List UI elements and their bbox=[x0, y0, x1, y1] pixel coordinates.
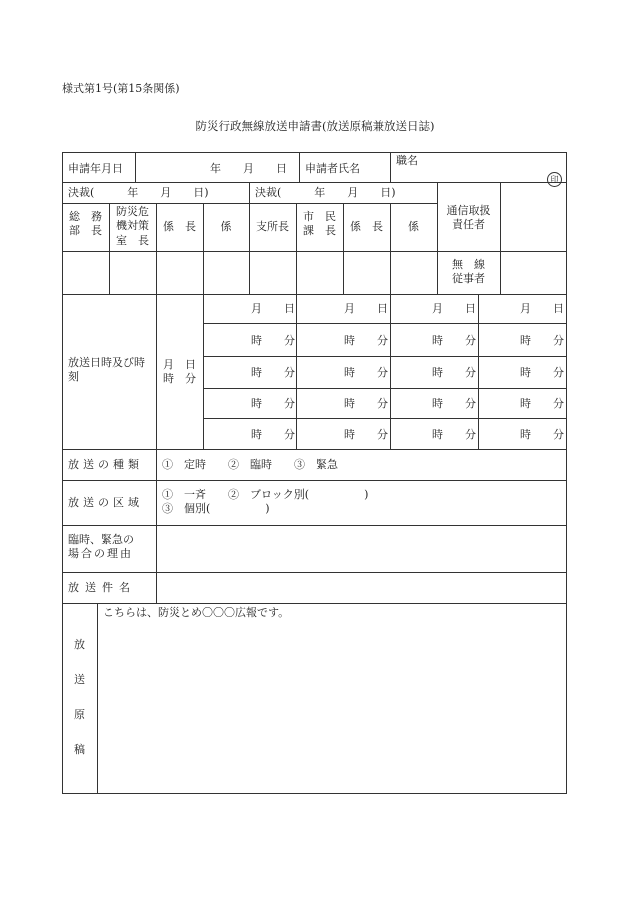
citizen-section-chief-label: 市 民 課 長 bbox=[303, 210, 336, 238]
hour-min-field[interactable]: 時 分 bbox=[520, 366, 564, 379]
applicant-name-label: 申請者氏名 bbox=[305, 162, 360, 175]
row-divider bbox=[203, 323, 567, 324]
column-divider bbox=[156, 203, 157, 294]
hour-min-field[interactable]: 時 分 bbox=[520, 428, 564, 441]
seal-mark: 印 bbox=[547, 172, 562, 187]
hour-min-field[interactable]: 時 分 bbox=[432, 428, 476, 441]
column-divider bbox=[249, 203, 250, 294]
column-divider bbox=[390, 294, 391, 449]
broadcast-type-options[interactable]: ① 定時 ② 臨時 ③ 緊急 bbox=[162, 458, 338, 471]
hour-min-field[interactable]: 時 分 bbox=[344, 366, 388, 379]
hour-min-field[interactable]: 時 分 bbox=[432, 366, 476, 379]
row-divider bbox=[203, 418, 567, 419]
month-day-field[interactable]: 月 日 bbox=[251, 302, 295, 315]
hour-min-field[interactable]: 時 分 bbox=[251, 366, 295, 379]
approval-date-1: 決裁( 年 月 日) bbox=[68, 186, 209, 199]
comm-manager-label: 通信取扱 責任者 bbox=[446, 204, 491, 232]
row-divider bbox=[62, 251, 567, 252]
month-day-field[interactable]: 月 日 bbox=[344, 302, 388, 315]
row-divider bbox=[62, 449, 567, 450]
broadcast-area-options[interactable]: ① 一斉 ② ブロック別( ) ③ 個別( ) bbox=[162, 488, 369, 516]
column-divider bbox=[299, 152, 300, 182]
month-day-field[interactable]: 月 日 bbox=[432, 302, 476, 315]
broadcast-subject-label: 放送件名 bbox=[68, 581, 136, 594]
hour-min-field[interactable]: 時 分 bbox=[344, 397, 388, 410]
broadcast-datetime-label: 放送日時及び時 刻 bbox=[68, 356, 145, 384]
column-divider bbox=[390, 152, 391, 182]
approval-date-2: 決裁( 年 月 日) bbox=[255, 186, 396, 199]
hour-min-field[interactable]: 時 分 bbox=[520, 334, 564, 347]
manuscript-label-char-4: 稿 bbox=[74, 743, 85, 756]
urgent-reason-field[interactable] bbox=[157, 526, 566, 572]
application-date-field[interactable]: 年 月 日 bbox=[210, 162, 287, 175]
application-form-frame bbox=[62, 152, 567, 794]
column-divider bbox=[97, 603, 98, 794]
hour-min-field[interactable]: 時 分 bbox=[251, 334, 295, 347]
month-day-field[interactable]: 月 日 bbox=[520, 302, 564, 315]
row-divider bbox=[62, 182, 567, 183]
general-affairs-director-label: 総 務 部 長 bbox=[69, 210, 102, 238]
column-divider bbox=[203, 294, 204, 449]
subsection-chief-label: 係 長 bbox=[163, 220, 196, 233]
row-divider bbox=[203, 388, 567, 389]
month-day-hour-min-label: 月 日 時 分 bbox=[163, 358, 196, 386]
hour-min-field[interactable]: 時 分 bbox=[520, 397, 564, 410]
staff-label-2: 係 bbox=[408, 220, 419, 233]
column-divider bbox=[203, 203, 204, 294]
hour-min-field[interactable]: 時 分 bbox=[344, 428, 388, 441]
manuscript-label-char-3: 原 bbox=[74, 708, 85, 721]
subsection-chief-label-2: 係 長 bbox=[350, 220, 383, 233]
column-divider bbox=[478, 294, 479, 449]
form-number-label: 様式第1号(第15条関係) bbox=[62, 82, 180, 95]
hour-min-field[interactable]: 時 分 bbox=[251, 397, 295, 410]
column-divider bbox=[390, 203, 391, 294]
manuscript-text[interactable]: こちらは、防災とめ〇〇〇広報です。 bbox=[103, 606, 290, 619]
radio-operator-label: 無 線 従事者 bbox=[452, 258, 485, 286]
urgent-reason-label: 臨時、緊急の 場合の理由 bbox=[68, 533, 134, 561]
hour-min-field[interactable]: 時 分 bbox=[432, 334, 476, 347]
branch-manager-label: 支所長 bbox=[256, 220, 289, 233]
hour-min-field[interactable]: 時 分 bbox=[251, 428, 295, 441]
hour-min-field[interactable]: 時 分 bbox=[344, 334, 388, 347]
hour-min-field[interactable]: 時 分 bbox=[432, 397, 476, 410]
manuscript-label-char-2: 送 bbox=[74, 673, 85, 686]
column-divider bbox=[135, 152, 136, 182]
form-title: 防災行政無線放送申請書(放送原稿兼放送日誌) bbox=[195, 119, 435, 133]
row-divider bbox=[62, 294, 567, 295]
disaster-office-chief-label: 防災危 機対策 室 長 bbox=[116, 205, 149, 247]
row-divider bbox=[203, 356, 567, 357]
broadcast-subject-field[interactable] bbox=[157, 573, 566, 603]
application-date-label: 申請年月日 bbox=[68, 162, 123, 175]
position-label: 職名 bbox=[396, 154, 418, 167]
row-divider bbox=[62, 480, 567, 481]
column-divider bbox=[296, 294, 297, 449]
column-divider bbox=[343, 203, 344, 294]
manuscript-label-char-1: 放 bbox=[74, 638, 85, 651]
row-divider bbox=[62, 603, 567, 604]
staff-label: 係 bbox=[220, 220, 232, 233]
column-divider bbox=[249, 182, 250, 203]
broadcast-type-label: 放送の種類 bbox=[68, 458, 143, 471]
broadcast-area-label: 放送の区域 bbox=[68, 496, 143, 509]
column-divider bbox=[500, 182, 501, 294]
